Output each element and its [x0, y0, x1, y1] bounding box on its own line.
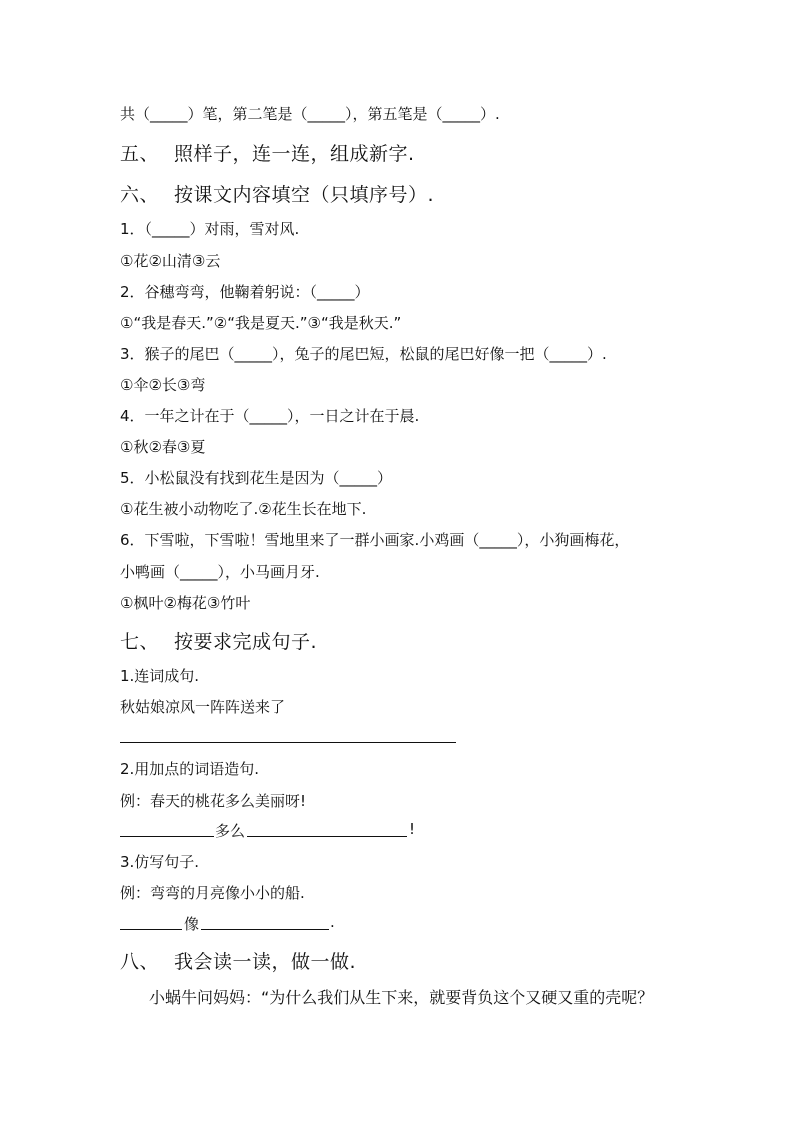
question-3-options: ①伞②长③弯	[120, 376, 206, 394]
section-6-heading	[120, 180, 434, 207]
task-3-blank-1[interactable]	[120, 929, 182, 930]
question-1-options: ①花②山清③云	[120, 252, 221, 270]
question-4: 4．一年之计在于（_____），一日之计在于晨.	[120, 407, 420, 425]
task-1-words: 秋姑娘凉风一阵阵送来了	[120, 698, 286, 716]
task-2-blank-2[interactable]	[247, 836, 407, 837]
task-3-word: 像	[184, 915, 200, 933]
section-7-title: 按要求完成句子.	[174, 631, 318, 653]
section-5-title: 照样子，连一连，组成新字.	[174, 143, 415, 165]
stroke-question-line: 共（_____）笔，第二笔是（_____），第五笔是（_____）.	[120, 105, 500, 123]
question-2: 2．谷穗弯弯，他鞠着躬说：（_____）	[120, 283, 370, 301]
section-8-heading	[120, 947, 356, 974]
section-7-heading	[120, 627, 317, 654]
section-6-title: 按课文内容填空（只填序号）.	[174, 184, 435, 206]
reading-passage: 小蜗牛问妈妈：“为什么我们从生下来，就要背负这个又硬又重的壳呢？	[149, 988, 654, 1007]
task-3-blank-2[interactable]	[201, 929, 329, 930]
task-2-blank-1[interactable]	[120, 836, 214, 837]
question-6-options: ①枫叶②梅花③竹叶	[120, 594, 251, 612]
question-6-line-2: 小鸭画（_____），小马画月牙.	[120, 563, 320, 581]
task-2-example: 例：春天的桃花多么美丽呀!	[120, 792, 307, 810]
section-5-heading	[120, 139, 415, 166]
section-8-number: 八、	[120, 951, 160, 973]
task-2-title: 2.用加点的词语造句.	[120, 760, 260, 778]
task-3-period: .	[330, 913, 335, 931]
question-5-options: ①花生被小动物吃了.②花生长在地下.	[120, 500, 367, 518]
task-1-title: 1.连词成句.	[120, 667, 200, 685]
question-6-line-1: 6．下雪啦，下雪啦！雪地里来了一群小画家.小鸡画（_____），小狗画梅花，	[120, 531, 630, 549]
question-1: 1．（_____）对雨，雪对风.	[120, 220, 300, 238]
task-3-title: 3.仿写句子.	[120, 853, 200, 871]
question-2-options: ①“我是春天.”②“我是夏天.”③“我是秋天.”	[120, 314, 402, 332]
task-2-word: 多么	[215, 822, 246, 840]
section-6-number: 六、	[120, 184, 160, 206]
task-3-example: 例：弯弯的月亮像小小的船.	[120, 884, 305, 902]
section-5-number: 五、	[120, 143, 160, 165]
section-8-title: 我会读一读，做一做.	[174, 951, 357, 973]
section-7-number: 七、	[120, 631, 160, 653]
question-4-options: ①秋②春③夏	[120, 438, 206, 456]
task-2-exclaim: !	[409, 820, 416, 838]
task-1-answer-line[interactable]	[120, 742, 456, 743]
question-3: 3．猴子的尾巴（_____），兔子的尾巴短，松鼠的尾巴好像一把（_____）.	[120, 345, 607, 363]
question-5: 5．小松鼠没有找到花生是因为（_____）	[120, 469, 393, 487]
